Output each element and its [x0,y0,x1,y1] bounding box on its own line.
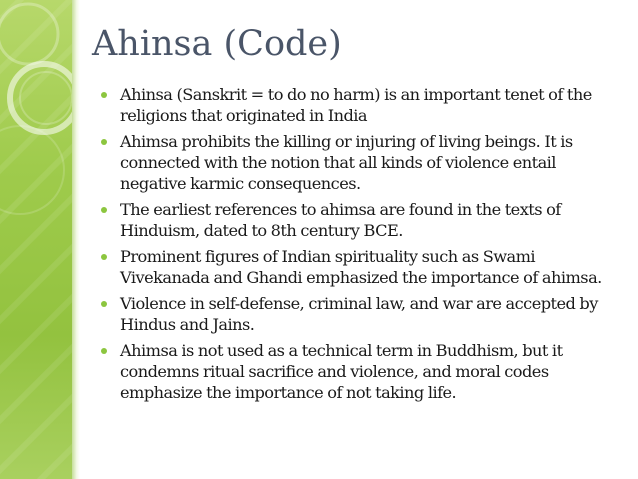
bullet-text: Ahinsa (Sanskrit = to do no harm) is an important tenet of the religions that originated in India [120,85,592,125]
bullet-text: Violence in self-defense, criminal law, and war are accepted by Hindus and Jains. [120,294,598,334]
decorative-side-band [0,0,72,479]
bullet-item [100,199,622,241]
bullet-item [100,293,622,335]
bullet-dot-icon [101,254,107,260]
bullet-dot-icon [101,207,107,213]
bullet-list [100,84,622,408]
slide-title: Ahinsa (Code) [92,24,342,64]
bullet-text: Ahimsa prohibits the killing or injuring of living beings. It is connected with the notion that all kinds of violence entail negative karmic consequences. [120,132,573,193]
bullet-item [100,131,622,194]
bullet-dot-icon [101,301,107,307]
bullet-dot-icon [101,92,107,98]
bullet-item [100,340,622,403]
decorative-circles [0,0,72,479]
bullet-text: Prominent figures of Indian spirituality such as Swami Vivekanada and Ghandi emphasized the importance of ahimsa. [120,247,602,287]
bullet-dot-icon [101,139,107,145]
bullet-text: The earliest references to ahimsa are found in the texts of Hinduism, dated to 8th century BCE. [120,200,561,240]
bullet-dot-icon [101,348,107,354]
bullet-item [100,246,622,288]
bullet-text: Ahimsa is not used as a technical term in Buddhism, but it condemns ritual sacrifice and violence, and moral codes emphasize the importance of not taking life. [120,341,563,402]
side-band-edge [72,0,80,479]
bullet-item [100,84,622,126]
